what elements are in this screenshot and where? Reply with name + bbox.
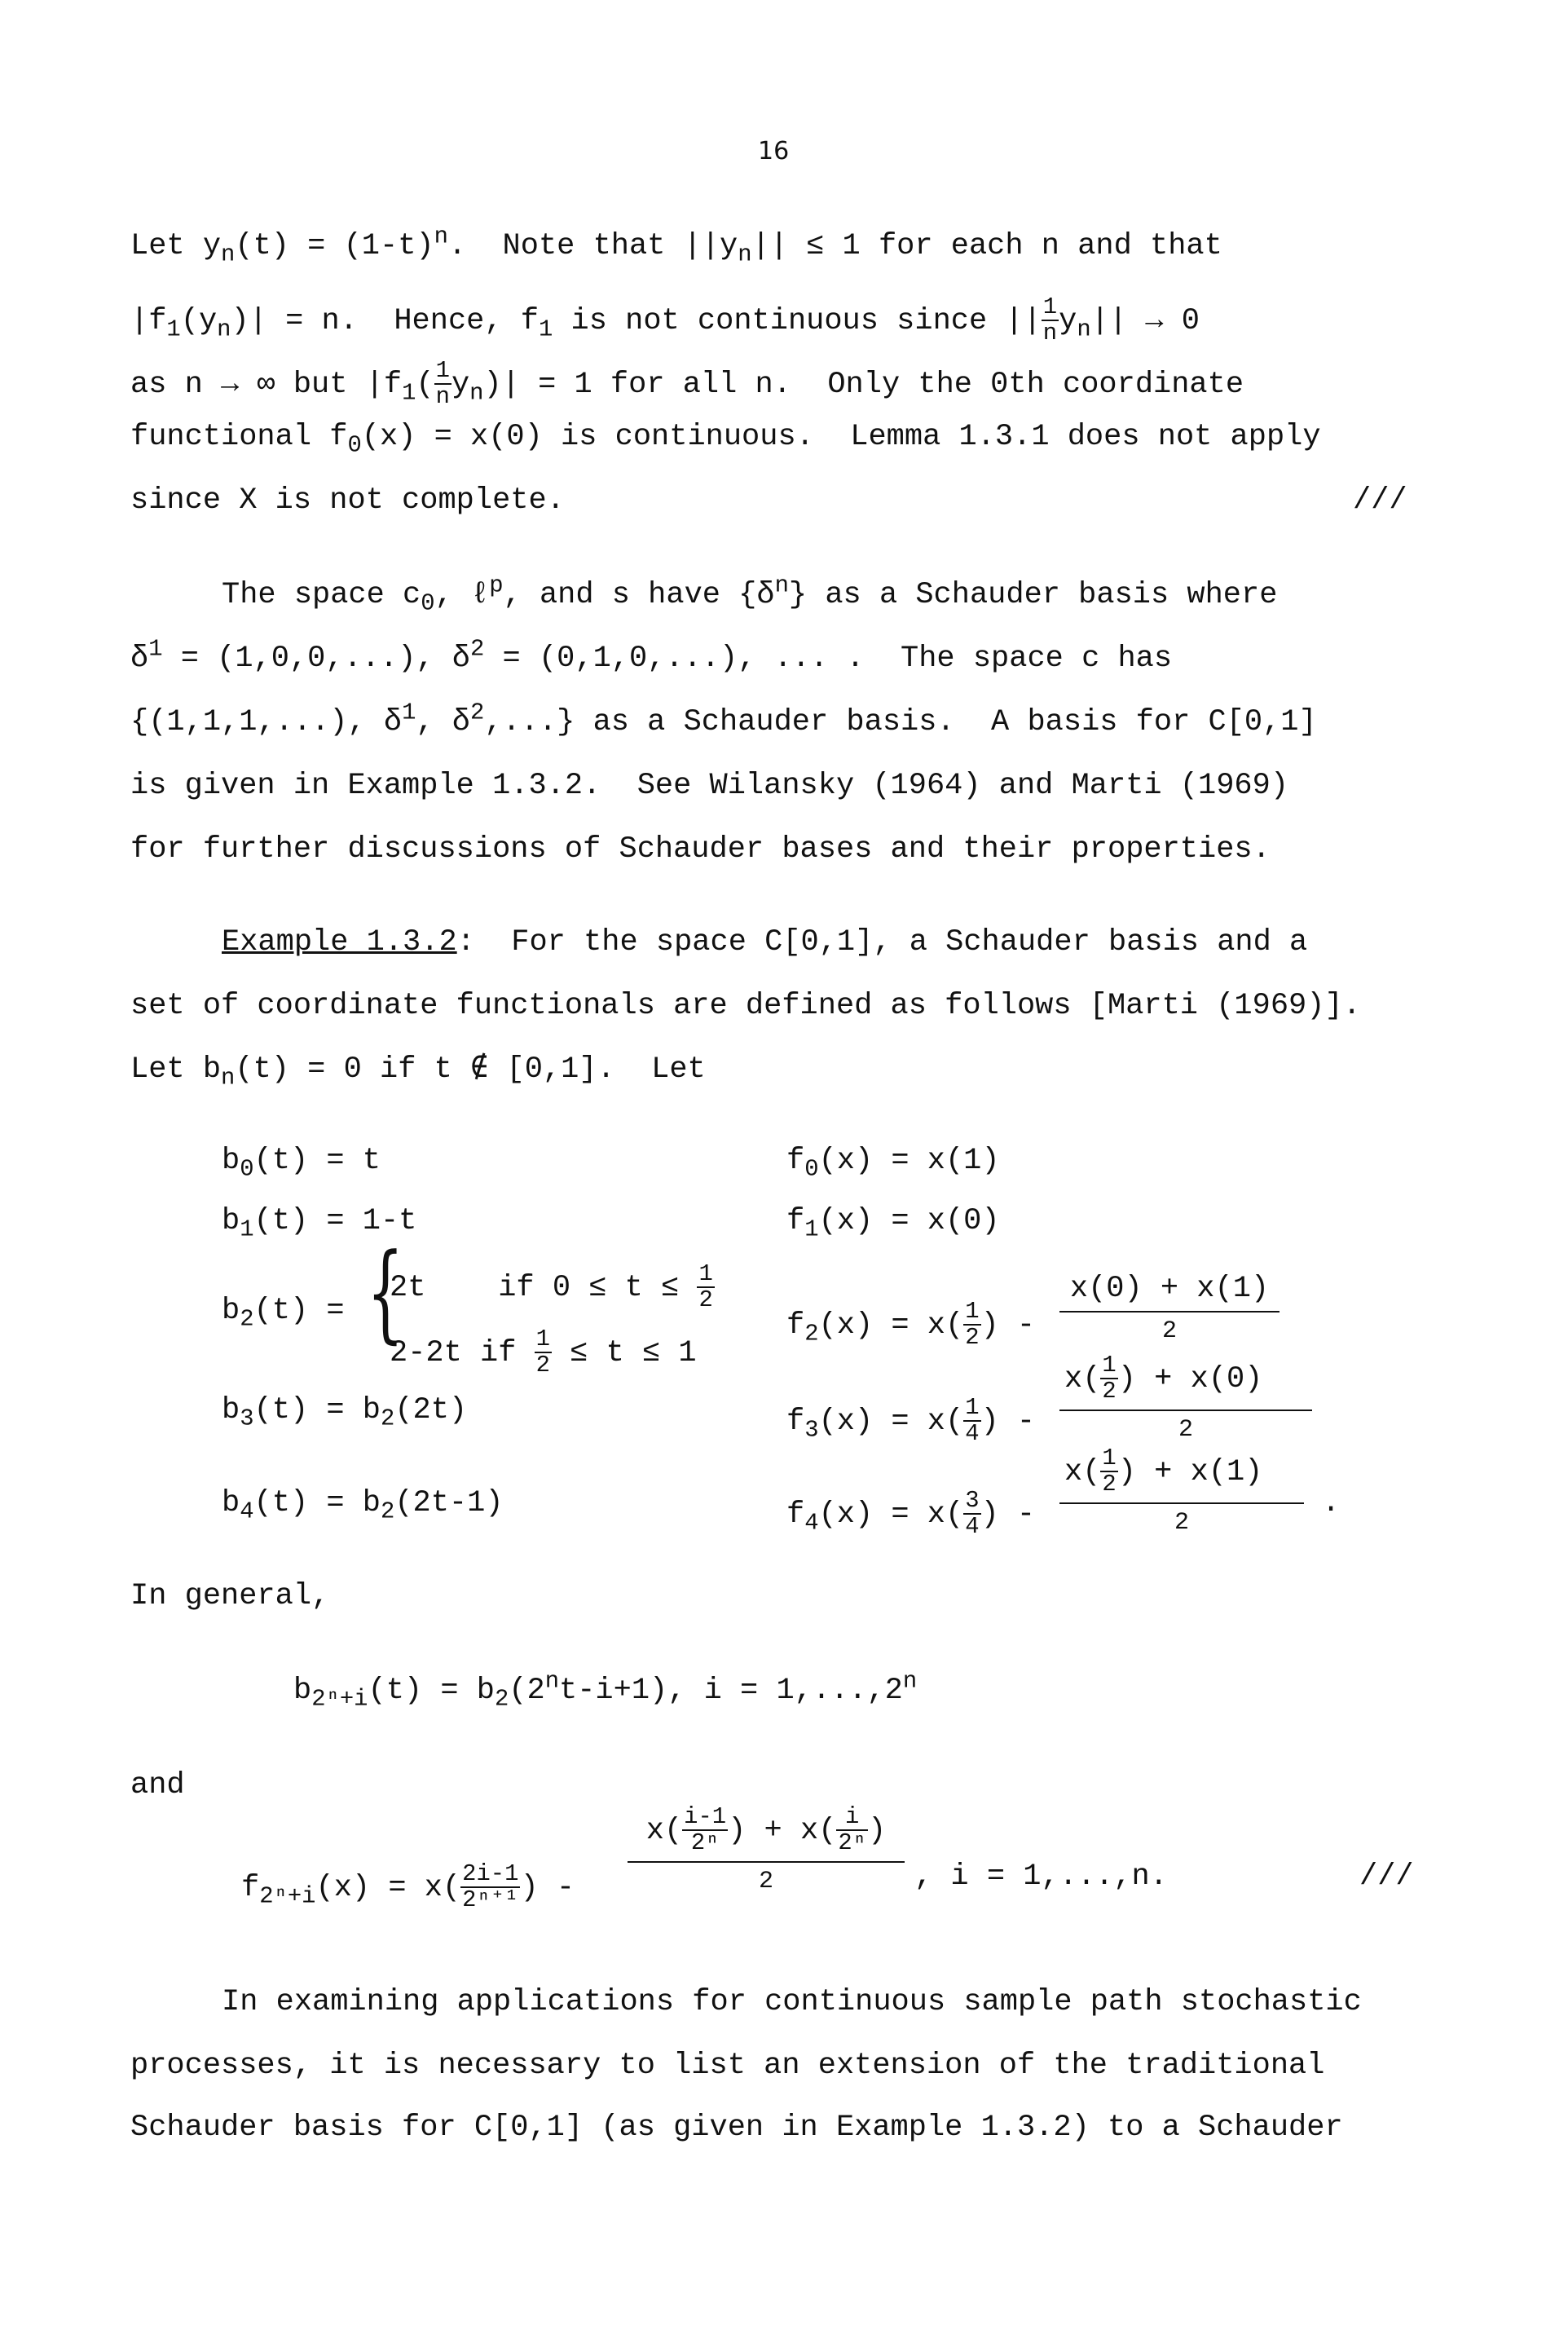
para4-line2: processes, it is necessary to list an extension of the traditional	[130, 2049, 1325, 2083]
f2-fraction: x(0) + x(1) 2	[1059, 1272, 1280, 1345]
example-line2: set of coordinate functionals are defined as follows [Marti (1969)].	[130, 989, 1361, 1023]
fraction: $\frac{1}{2}$	[698, 1260, 713, 1314]
fraction: $\frac{1}{2}$	[1102, 1445, 1117, 1498]
example-heading: Example 1.3.2	[222, 925, 457, 960]
fraction: $\frac{2i-1}{\text{2ⁿ⁺¹}}$	[462, 1860, 519, 1914]
f4-fraction: x( $\frac{1}{2}$ ) + x(1) 2	[1059, 1446, 1304, 1537]
general-f-formula: $f_{2^n+i}(x) = x$( $\frac{2i-1}{\text{2ⁿ⁺¹}}$ ) -	[241, 1860, 575, 1914]
para2-line5: for further discussions of Schauder bases and their properties.	[130, 832, 1271, 867]
fraction: $\frac{1}{2}$	[535, 1326, 550, 1379]
def-f1: $f_1(x) = x(0)$	[786, 1204, 1000, 1243]
def-f3: $f_3(x) = x$( $\frac{1}{4}$ ) -	[786, 1394, 1036, 1448]
para4-line3: Schauder basis for C[0,1] (as given in Example 1.3.2) to a Schauder	[130, 2111, 1343, 2145]
para1-line4: functional $f_0(x) = x(0)$ is continuous. Lemma 1.3.1 does not apply	[130, 420, 1321, 459]
fraction: $\frac{i-1}{\text{2ⁿ}}$	[684, 1803, 727, 1857]
para2-line2: $\delta^1 = (1,0,0,...)$, $\delta^2 = (0,1,0,...)$, ... . The space c has	[130, 635, 1173, 676]
and-word: and	[130, 1768, 185, 1802]
para1-line2: $|f_1(y_n)| = n$. Hence, $f_1$ is not continuous since || $\frac{1}{n}$ $y_n|| \to 0$	[130, 293, 1200, 347]
general-f-range: , i = 1,...,n.	[914, 1860, 1168, 1894]
fraction-bar	[1059, 1502, 1304, 1504]
general-intro: In general,	[130, 1579, 330, 1613]
para1-line3: as n → ∞ but $|f_1$( $\frac{1}{n}$ $y_n)| = 1$ for all n. Only the 0th coordinate	[130, 357, 1244, 411]
f3-fraction: x( $\frac{1}{2}$ ) + x(0) 2	[1059, 1353, 1312, 1444]
fraction-bar	[1059, 1311, 1280, 1312]
fraction: $\frac{1}{n}$	[435, 357, 450, 411]
def-b3: $b_3(t) = b_2(2t)$	[222, 1393, 468, 1432]
fraction: $\frac{3}{4}$	[965, 1487, 980, 1541]
b2-case1: 2t if 0 ≤ t ≤ $\frac{1}{2}$	[390, 1260, 713, 1314]
def-b2: $b_2(t)$ =	[222, 1294, 363, 1333]
para2-line3: {(1,1,1,...), $\delta^1$, $\delta^2$,...} as a Schauder basis. A basis for C[0,1]	[130, 699, 1317, 739]
para1-line5: since X is not complete.	[130, 483, 565, 518]
general-b-formula: $b_{2^n+i}(t) = b_2(2^nt-i+1)$, $i = 1,...,2^n$	[293, 1667, 918, 1713]
def-f2: $f_2(x) = x$( $\frac{1}{2}$ ) -	[786, 1298, 1036, 1352]
fraction: $\frac{i}{\text{2ⁿ}}$	[838, 1803, 867, 1857]
para4-line1: In examining applications for continuous sample path stochastic	[222, 1985, 1362, 2019]
f4-period: .	[1322, 1486, 1341, 1520]
def-b4: $b_4(t) = b_2(2t-1)$	[222, 1486, 504, 1525]
def-f0: $f_0(x) = x(1)$	[786, 1144, 1000, 1183]
fraction-bar	[1059, 1410, 1312, 1411]
end-of-example-mark: ///	[1359, 1860, 1414, 1894]
fraction: $\frac{1}{4}$	[965, 1394, 980, 1448]
para2-line1: The space $c_0$, ℓ$^p$, and s have $\{\delta^n\}$ as a Schauder basis where	[222, 571, 1278, 617]
cases-brace: {	[367, 1230, 404, 1354]
example-line1: Example 1.3.2: For the space C[0,1], a Schauder basis and a	[222, 925, 1308, 960]
page-number: 16	[758, 137, 790, 165]
def-b0: $b_0(t) = t$	[222, 1144, 381, 1183]
b2-case2: 2-2t if $\frac{1}{2}$ ≤ t ≤ 1	[390, 1326, 697, 1379]
para2-line4: is given in Example 1.3.2. See Wilansky (1964) and Marti (1969)	[130, 769, 1289, 803]
example-line3: Let $b_n(t) = 0$ if t ∉ [0,1]. Let	[130, 1052, 706, 1092]
fraction-bar	[628, 1861, 905, 1863]
def-f4: $f_4(x) = x$( $\frac{3}{4}$ ) -	[786, 1487, 1036, 1541]
fraction: $\frac{1}{2}$	[965, 1298, 980, 1352]
def-b1: $b_1(t) = 1-t$	[222, 1204, 417, 1243]
end-of-proof-mark: ///	[1353, 483, 1407, 518]
para1-line1: Let $y_n(t) = (1-t)^n$. Note that $||y_n|| \le 1$ for each n and that	[130, 223, 1222, 268]
fraction: $\frac{1}{n}$	[1042, 293, 1058, 347]
fraction: $\frac{1}{2}$	[1102, 1352, 1117, 1405]
general-f-fraction: x( $\frac{i-1}{\text{2ⁿ}}$ ) + x( $\frac{i}{\text{2ⁿ}}$ ) 2	[628, 1805, 905, 1895]
